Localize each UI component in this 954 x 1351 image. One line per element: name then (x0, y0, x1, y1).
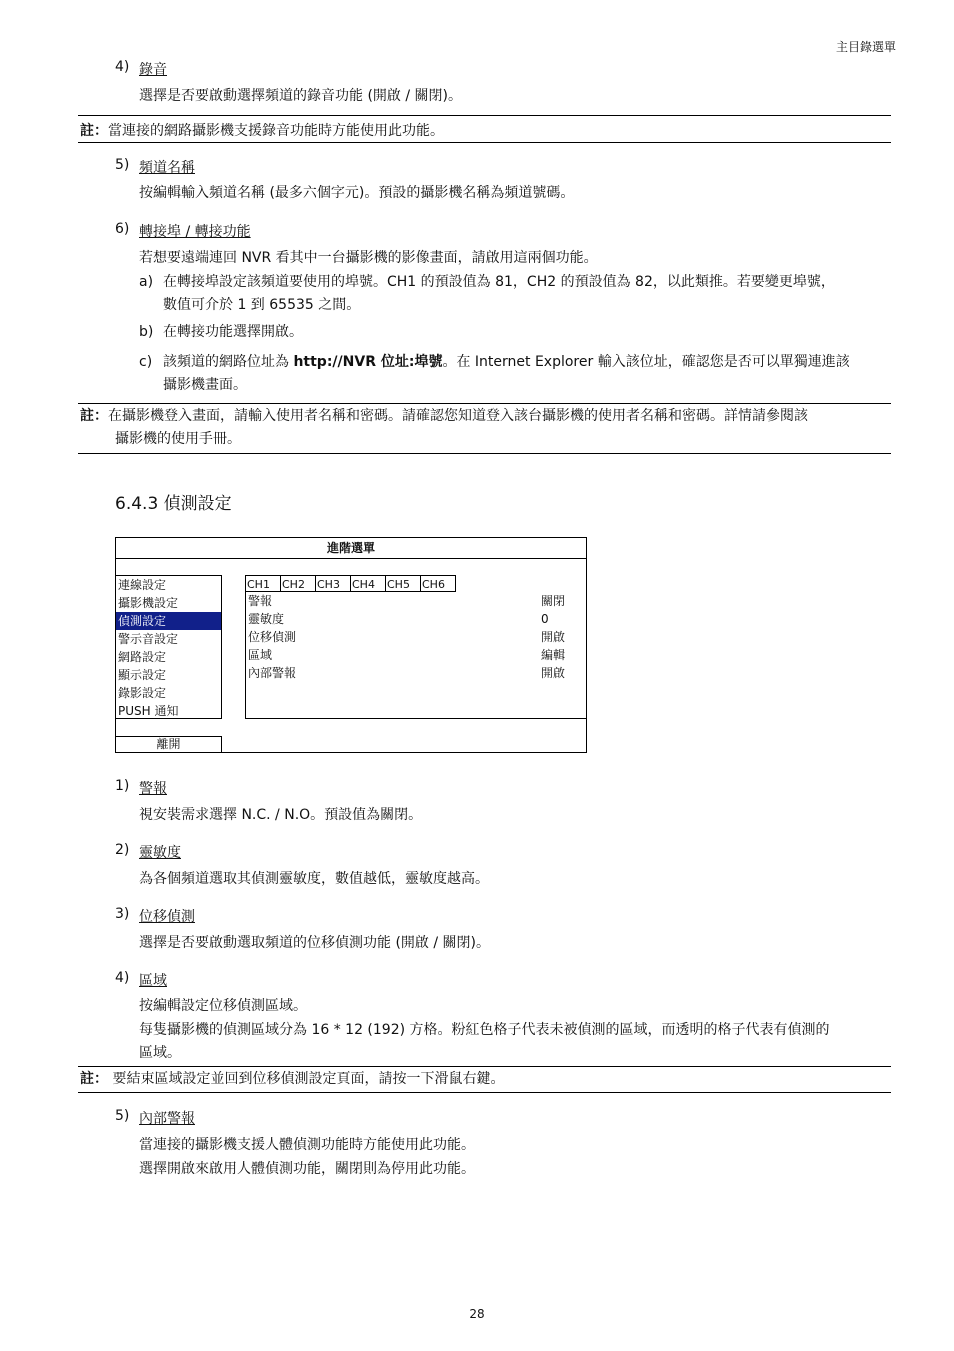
item-text: 區域。 (139, 1045, 181, 1061)
sub-text: 在轉接埠設定該頻道要使用的埠號。CH1 的預設值為 81，CH2 的預設值為 82，以此類推。若要變更埠號， (163, 274, 835, 290)
item-text: 選擇是否要啟動選取頻道的位移偵測功能 (開啟 / 關閉)。 (139, 935, 490, 951)
menu-item[interactable]: 網路設定 (118, 650, 167, 664)
setting-row[interactable]: 內部警報 開啟 (248, 666, 566, 680)
item-title: 錄音 (139, 62, 167, 78)
item-text: 選擇開啟來啟用人體偵測功能，關閉則為停用此功能。 (139, 1161, 475, 1177)
item-text: 按編輯輸入頻道名稱 (最多六個字元)。預設的攝影機名稱為頻道號碼。 (139, 185, 575, 201)
note-bottom-rule (78, 1092, 891, 1093)
item-title: 位移偵測 (139, 909, 195, 925)
item-text: 按編輯設定位移偵測區域。 (139, 998, 307, 1014)
setting-row[interactable]: 區域 編輯 (248, 648, 566, 662)
item-text: 選擇是否要啟動選擇頻道的錄音功能 (開啟 / 關閉)。 (139, 88, 462, 104)
note-bottom-rule (78, 453, 891, 454)
item-text: 視安裝需求選擇 N.C. / N.O。預設值為關閉。 (139, 807, 423, 823)
menu-item-selected[interactable]: 偵測設定 (116, 612, 221, 630)
sub-label: b) (139, 324, 154, 340)
tab-ch4[interactable]: CH4 (350, 575, 386, 592)
settings-panel (245, 592, 587, 719)
menu-item[interactable]: 警示音設定 (118, 632, 179, 646)
item-title: 轉接埠 / 轉接功能 (139, 224, 251, 240)
item-number: 4) (115, 970, 130, 986)
item-title: 頻道名稱 (139, 160, 195, 176)
menu-title: 進階選單 (116, 538, 586, 559)
note-text: 攝影機的使用手冊。 (115, 431, 241, 447)
setting-row[interactable]: 警報 關閉 (248, 594, 566, 608)
note-top-rule (78, 115, 891, 116)
note-text: 註： 要結束區域設定並回到位移偵測設定頁面，請按一下滑鼠右鍵。 (80, 1071, 505, 1087)
sub-text: 在轉接功能選擇開啟。 (163, 324, 303, 340)
menu-item[interactable]: 顯示設定 (118, 668, 167, 682)
item-title: 區域 (139, 973, 167, 989)
channel-tabs (245, 575, 455, 592)
sub-text: 該頻道的網路位址為 http://NVR 位址:埠號。在 Internet Explorer 輸入該位址，確認您是否可以單獨連進該 (163, 354, 850, 370)
section-title: 6.4.3 偵測設定 (115, 494, 232, 514)
item-text: 為各個頻道選取其偵測靈敏度，數值越低，靈敏度越高。 (139, 871, 489, 887)
item-number: 1) (115, 778, 130, 794)
item-title: 內部警報 (139, 1111, 195, 1127)
item-title: 靈敏度 (139, 845, 181, 861)
menu-left-list (116, 575, 222, 719)
item-number: 5) (115, 157, 130, 173)
page-header: 主目錄選單 (835, 40, 896, 54)
sub-text: 攝影機畫面。 (163, 377, 247, 393)
page-number: 28 (469, 1307, 485, 1321)
item-number: 4) (115, 59, 130, 75)
item-number: 2) (115, 842, 130, 858)
item-title: 警報 (139, 781, 167, 797)
note-text: 註：在攝影機登入畫面，請輸入使用者名稱和密碼。請確認您知道登入該台攝影機的使用者名稱和密碼。詳情請參閱該 (80, 408, 808, 424)
item-text: 當連接的攝影機支援人體偵測功能時方能使用此功能。 (139, 1137, 475, 1153)
tab-ch6[interactable]: CH6 (420, 575, 456, 592)
note-label: 註：當連接的網路攝影機支援錄音功能時方能使用此功能。 (80, 123, 444, 139)
sub-label: a) (139, 274, 154, 290)
tab-ch2[interactable]: CH2 (280, 575, 316, 592)
item-text: 每隻攝影機的偵測區域分為 16 * 12 (192) 方格。粉紅色格子代表未被偵測的區域，而透明的格子代表有偵測的 (139, 1022, 830, 1038)
note-bottom-rule (78, 142, 891, 143)
menu-item[interactable]: 錄影設定 (118, 686, 167, 700)
tab-ch5[interactable]: CH5 (385, 575, 421, 592)
setting-row[interactable]: 靈敏度 0 (248, 612, 549, 626)
setting-row[interactable]: 位移偵測 開啟 (248, 630, 566, 644)
item-text: 若想要遠端連回 NVR 看其中一台攝影機的影像畫面，請啟用這兩個功能。 (139, 250, 598, 266)
tab-ch3[interactable]: CH3 (315, 575, 351, 592)
menu-item[interactable]: PUSH 通知 (118, 704, 179, 718)
item-number: 5) (115, 1108, 130, 1124)
tab-ch1[interactable]: CH1 (245, 575, 281, 592)
menu-item[interactable]: 連線設定 (118, 578, 167, 592)
item-number: 3) (115, 906, 130, 922)
sub-text: 數值可介於 1 到 65535 之間。 (163, 297, 361, 313)
advanced-menu-figure (115, 537, 587, 753)
item-number: 6) (115, 221, 130, 237)
sub-label: c) (139, 354, 153, 370)
menu-item[interactable]: 攝影機設定 (118, 596, 179, 610)
exit-button[interactable]: 離開 (116, 736, 222, 752)
